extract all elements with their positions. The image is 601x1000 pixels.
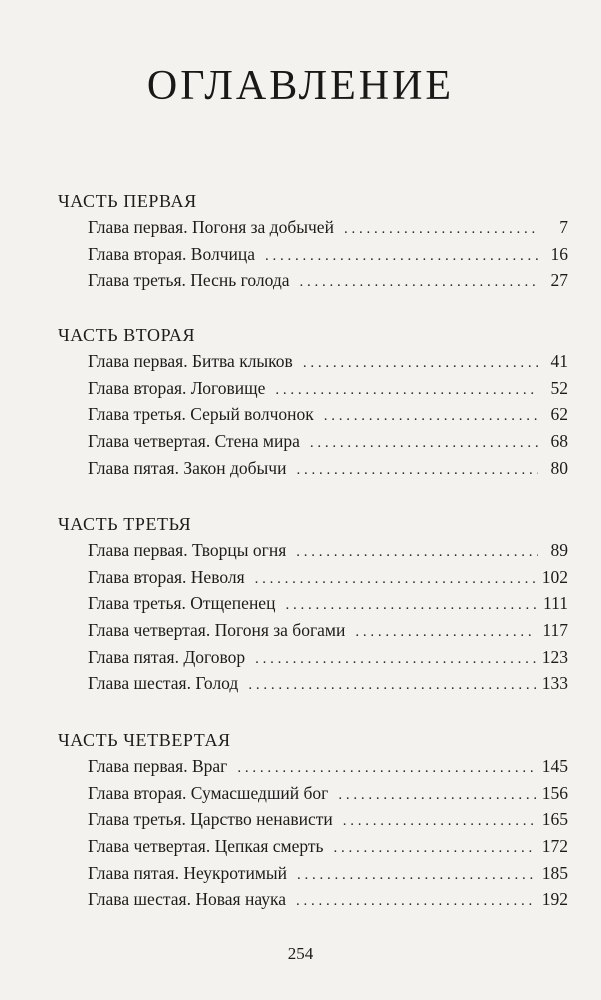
page-ref: 7 <box>559 217 568 237</box>
page-title: ОГЛАВЛЕНИЕ <box>146 63 455 109</box>
toc-entry[interactable] <box>58 886 568 913</box>
chapter-title: Глава первая. Творцы огня <box>88 540 287 560</box>
toc-entry[interactable] <box>58 590 568 617</box>
chapter-title: Глава первая. Погоня за добычей <box>88 217 334 237</box>
dot-leader <box>344 216 538 243</box>
toc-entry[interactable] <box>58 455 568 482</box>
chapter-title: Глава пятая. Договор <box>88 646 246 667</box>
chapter-title: Глава четвертая. Стена мира <box>88 431 300 452</box>
dot-leader <box>296 888 536 915</box>
toc-entry[interactable] <box>58 564 568 591</box>
toc-part-4 <box>58 727 568 913</box>
dot-leader <box>300 269 538 296</box>
chapter-title: Глава вторая. Логовище <box>88 377 266 398</box>
dot-leader <box>324 403 538 430</box>
page-ref: 165 <box>541 809 568 830</box>
chapter-title: Глава вторая. Сумасшедший бог <box>88 782 329 803</box>
page-number: 254 <box>287 944 314 963</box>
page-ref: 80 <box>550 457 568 478</box>
chapter-title: Глава третья. Песнь голода <box>88 270 290 291</box>
chapter-title: Глава третья. Серый волчонок <box>88 404 314 425</box>
dot-leader <box>297 862 536 889</box>
chapter-title: Глава пятая. Закон добычи <box>88 457 287 478</box>
dot-leader <box>275 377 538 404</box>
toc-part-3 <box>58 511 568 697</box>
toc-entry[interactable] <box>58 348 568 375</box>
chapter-title: Глава первая. Битва клыков <box>88 351 293 371</box>
page-ref: 68 <box>550 431 568 452</box>
page-ref: 133 <box>541 673 568 694</box>
chapter-title: Глава вторая. Неволя <box>88 566 245 587</box>
part-title: ЧАСТЬ ПЕРВАЯ <box>58 191 197 211</box>
toc-entry[interactable] <box>58 214 568 241</box>
toc-entry[interactable] <box>58 806 568 833</box>
chapter-title: Глава вторая. Волчица <box>88 243 256 264</box>
dot-leader <box>334 835 536 862</box>
page-ref: 117 <box>542 620 568 641</box>
page-ref: 192 <box>541 889 568 910</box>
toc-part-2 <box>58 322 568 481</box>
chapter-title: Глава шестая. Голод <box>88 673 239 694</box>
page-ref: 111 <box>543 593 568 614</box>
toc-entry[interactable] <box>58 375 568 402</box>
page-ref: 52 <box>550 377 568 398</box>
toc-entry[interactable] <box>58 241 568 268</box>
toc-entry[interactable] <box>58 267 568 294</box>
toc-entry[interactable] <box>58 833 568 860</box>
dot-leader <box>296 539 538 566</box>
page-ref: 145 <box>541 756 568 776</box>
toc-part-1 <box>58 188 568 294</box>
toc-entry[interactable] <box>58 401 568 428</box>
page-ref: 41 <box>550 351 568 371</box>
dot-leader <box>237 755 535 782</box>
chapter-title: Глава пятая. Неукротимый <box>88 862 288 883</box>
toc-entry[interactable] <box>58 537 568 564</box>
chapter-title: Глава третья. Царство ненависти <box>88 809 333 830</box>
dot-leader <box>310 430 538 457</box>
chapter-title: Глава третья. Отщепенец <box>88 593 276 614</box>
chapter-title: Глава четвертая. Цепкая смерть <box>88 836 324 857</box>
part-title: ЧАСТЬ ТРЕТЬЯ <box>58 514 192 534</box>
toc-entry[interactable] <box>58 644 568 671</box>
chapter-title: Глава четвертая. Погоня за богами <box>88 620 346 641</box>
dot-leader <box>355 619 536 646</box>
toc-entry[interactable] <box>58 617 568 644</box>
page-ref: 172 <box>541 836 568 857</box>
chapter-title: Глава шестая. Новая наука <box>88 889 286 910</box>
page-ref: 89 <box>550 540 568 560</box>
dot-leader <box>255 646 536 673</box>
part-title: ЧАСТЬ ЧЕТВЕРТАЯ <box>58 730 231 750</box>
page-ref: 123 <box>541 646 568 667</box>
part-title: ЧАСТЬ ВТОРАЯ <box>58 325 196 345</box>
toc-entry[interactable] <box>58 780 568 807</box>
chapter-title: Глава первая. Враг <box>88 756 228 776</box>
page-ref: 102 <box>541 566 568 587</box>
toc-entry[interactable] <box>58 753 568 780</box>
dot-leader <box>296 457 538 484</box>
dot-leader <box>303 350 538 377</box>
page-ref: 185 <box>541 862 568 883</box>
page-ref: 62 <box>550 404 568 425</box>
page-ref: 16 <box>550 243 568 264</box>
dot-leader <box>285 592 537 619</box>
dot-leader <box>265 243 538 270</box>
toc-entry[interactable] <box>58 428 568 455</box>
dot-leader <box>255 566 536 593</box>
toc-entry[interactable] <box>58 860 568 887</box>
toc-entry[interactable] <box>58 670 568 697</box>
dot-leader <box>338 782 535 809</box>
page-ref: 156 <box>541 782 568 803</box>
page-ref: 27 <box>550 270 568 291</box>
dot-leader <box>248 672 535 699</box>
dot-leader <box>343 808 536 835</box>
